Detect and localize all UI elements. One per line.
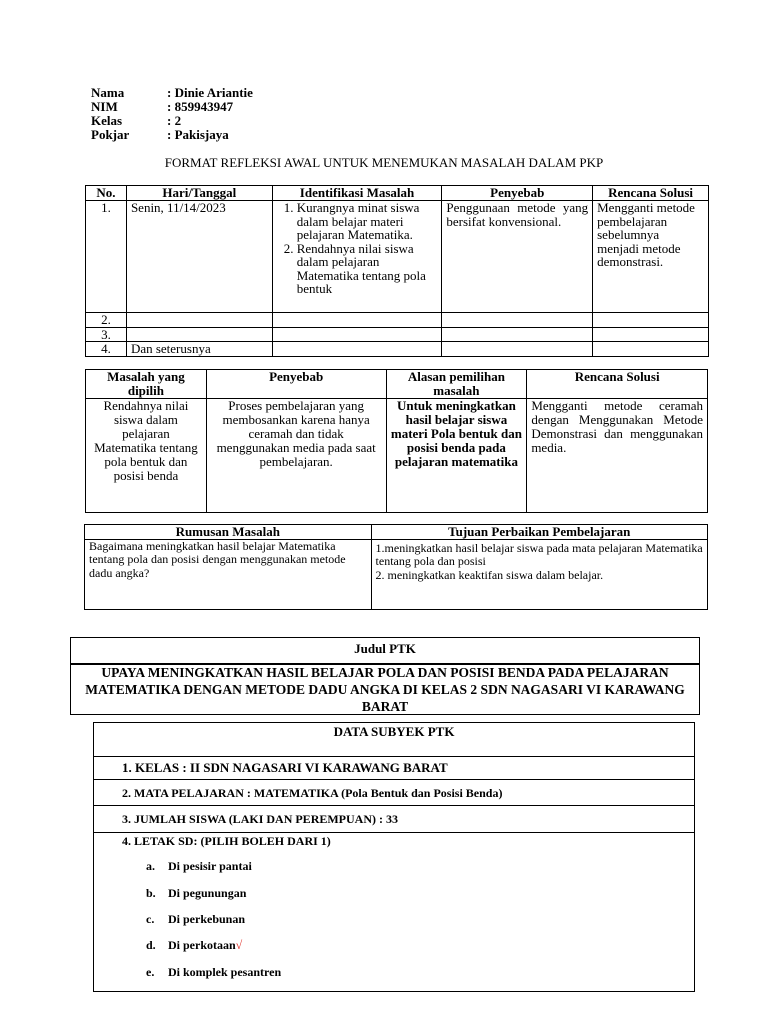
reflection-table xyxy=(85,185,709,357)
empty-cell xyxy=(593,342,709,357)
identity-value: : Dinie Ariantie xyxy=(167,85,253,100)
column-header: Tujuan Perbaikan Pembelajaran xyxy=(371,525,707,540)
option-letter: a. xyxy=(146,859,155,873)
selected-problem: Rendahnya nilai siswa dalam pelajaran Matematika tentang pola bentuk dan posisi benda xyxy=(86,399,207,513)
identity-row-kelas xyxy=(91,114,253,128)
subject-item: 3. JUMLAH SISWA (LAKI DAN PEREMPUAN) : 33 xyxy=(94,806,694,833)
empty-cell xyxy=(272,313,442,328)
problem-item: 1. Kurangnya minat siswa dalam belajar materi pelajaran Matematika. xyxy=(297,201,438,242)
ptk-label: Judul PTK xyxy=(354,641,416,656)
identity-row-nama xyxy=(91,86,253,100)
identity-label: NIM xyxy=(91,99,118,114)
checkmark-icon: √ xyxy=(235,938,243,952)
identity-row-nim xyxy=(91,100,253,114)
column-header: Identifikasi Masalah xyxy=(272,186,442,201)
empty-cell xyxy=(593,327,709,342)
column-header: Alasan pemilihan masalah xyxy=(386,370,527,399)
table-header-row xyxy=(86,186,709,201)
table-row xyxy=(86,201,709,313)
option-letter: e. xyxy=(146,965,155,979)
table-row xyxy=(86,399,708,513)
column-header: Hari/Tanggal xyxy=(126,186,272,201)
document-title: FORMAT REFLEKSI AWAL UNTUK MENEMUKAN MASALAH DALAM PKP xyxy=(164,155,604,170)
identity-row-pokjar xyxy=(91,128,253,142)
column-header: Rencana Solusi xyxy=(593,186,709,201)
empty-cell xyxy=(126,313,272,328)
identity-value: : 859943947 xyxy=(167,99,234,114)
empty-cell xyxy=(442,327,593,342)
option-text: Di pesisir pantai xyxy=(168,859,252,873)
subject-data-box xyxy=(93,722,695,992)
goal-item: 1.meningkatkan hasil belajar siswa pada mata pelajaran Matematika tentang pola dan posisi xyxy=(375,540,703,568)
table-header-row xyxy=(85,525,708,540)
column-header: Rencana Solusi xyxy=(527,370,708,399)
location-option xyxy=(146,859,252,874)
location-option xyxy=(146,912,245,927)
table-row xyxy=(86,342,709,357)
empty-cell xyxy=(272,327,442,342)
location-option xyxy=(146,965,281,980)
identity-label: Pokjar xyxy=(91,127,130,142)
identity-value: : 2 xyxy=(167,113,182,128)
empty-cell xyxy=(126,327,272,342)
solution-plan: Mengganti metode ceramah dengan Menggunakan Metode Demonstrasi dan menggunakan media. xyxy=(527,399,708,513)
identity-label: Kelas xyxy=(91,113,123,128)
location-option xyxy=(146,886,246,901)
option-text: Di perkebunan xyxy=(168,912,246,926)
row-number: 2. xyxy=(86,313,127,328)
table-header-row xyxy=(86,370,708,399)
option-text: Di perkotaan xyxy=(168,938,236,952)
row-date: Senin, 11/14/2023 xyxy=(126,201,272,313)
row-number: 4. xyxy=(86,342,127,357)
row-number: 1. xyxy=(86,201,127,313)
identity-label: Nama xyxy=(91,85,125,100)
subject-item: 4. LETAK SD: (PILIH BOLEH DARI 1) xyxy=(122,834,331,848)
table-row xyxy=(86,327,709,342)
selection-reason: Untuk meningkatkan hasil belajar siswa materi Pola bentuk dan posisi benda pada pelajaran matematika xyxy=(386,399,527,513)
improvement-goals xyxy=(371,539,707,609)
column-header: Penyebab xyxy=(206,370,386,399)
empty-cell xyxy=(272,342,442,357)
formulation-table xyxy=(84,524,708,610)
empty-cell xyxy=(593,313,709,328)
problem-cause: Proses pembelajaran yang membosankan karena hanya ceramah dan tidak menggunakan media pada saat pembelajaran. xyxy=(206,399,386,513)
row-problems xyxy=(272,201,442,313)
row-date: Dan seterusnya xyxy=(126,342,272,357)
column-header: Rumusan Masalah xyxy=(85,525,372,540)
identity-block xyxy=(91,86,253,142)
ptk-title-box xyxy=(70,663,700,715)
option-letter: c. xyxy=(146,912,155,926)
table-row xyxy=(85,539,708,609)
empty-cell xyxy=(442,342,593,357)
subject-item: 1. KELAS : II SDN NAGASARI VI KARAWANG BARAT xyxy=(94,756,694,780)
table-row xyxy=(86,313,709,328)
option-text: Di komplek pesantren xyxy=(168,965,282,979)
option-text: Di pegunungan xyxy=(168,886,247,900)
problem-item: 2. Rendahnya nilai siswa dalam pelajaran Matematika tentang pola bentuk xyxy=(297,242,438,296)
goal-item: 2. meningkatkan keaktifan siswa dalam belajar. xyxy=(375,567,604,582)
option-letter: b. xyxy=(146,886,156,900)
ptk-title: UPAYA MENINGKATKAN HASIL BELAJAR POLA DAN POSISI BENDA PADA PELAJARAN MATEMATIKA DENGAN METODE DADU ANGKA DI KELAS 2 SDN NAGASARI VI KARAWANG BARAT xyxy=(85,665,685,714)
column-header: Masalah yang dipilih xyxy=(86,370,207,399)
column-header: No. xyxy=(86,186,127,201)
location-option xyxy=(146,938,242,953)
selected-problem-table xyxy=(85,369,708,513)
empty-cell xyxy=(442,313,593,328)
problem-formulation: Bagaimana meningkatkan hasil belajar Matematika tentang pola dan posisi dengan menggunakan metode dadu angka? xyxy=(85,539,372,609)
subject-header: DATA SUBYEK PTK xyxy=(94,723,694,757)
row-cause: Penggunaan metode yang bersifat konvensional. xyxy=(442,201,593,313)
identity-value: : Pakisjaya xyxy=(167,127,229,142)
row-solution: Mengganti metode pembelajaran sebelumnya menjadi metode demonstrasi. xyxy=(593,201,709,313)
option-letter: d. xyxy=(146,938,156,952)
column-header: Penyebab xyxy=(442,186,593,201)
ptk-label-box xyxy=(70,637,700,665)
row-number: 3. xyxy=(86,327,127,342)
subject-item: 2. MATA PELAJARAN : MATEMATIKA (Pola Bentuk dan Posisi Benda) xyxy=(94,780,694,806)
